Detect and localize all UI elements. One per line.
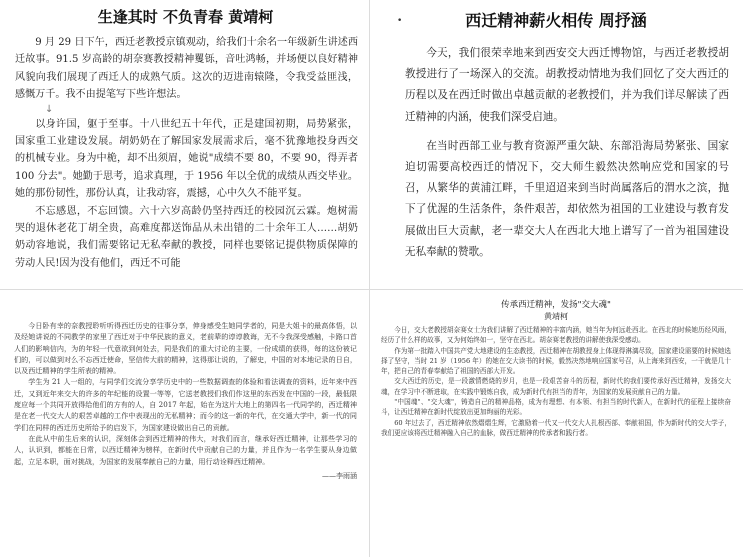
essay-paragraph: 9 月 29 日下午，西迁老教授京镇观动，给我们十余名一年级新生讲述西迁故事。91.5 岁高龄的胡奈赛教授精神矍铄，音吐鸿畅，并场便以良好精神风貌向我们展现了西迁人的成熟气质。这次的迈进南辕隆，令我受益匪浅，感慨万千。我不由提笔写下些许想法。 — [15, 37, 358, 101]
paragraph-mark-icon: ↓ — [45, 103, 54, 115]
essay-paragraph: 60 年过去了，西迁精神依然熠熠生辉，它激励着一代又一代交大人扎根西部、奉献祖国，作为新时代的交大学子，我们更应该将西迁精神融入自己的血脉，做西迁精神的传承者和践行者。 — [381, 418, 731, 437]
essay-panel-bottom-right — [375, 296, 737, 552]
essay-author: 黄靖柯 — [544, 312, 568, 321]
essay-paragraph: "中国魂"、"交大魂"，铸造自己的精神品格，成为有理想、有本领、有担当的时代新人，在新时代的征程上接续奋斗，让西迁精神在新时代绽放出更加绚丽的光彩。 — [381, 398, 731, 417]
essay-panel-bottom-left — [8, 320, 363, 552]
essay-paragraph: 在当时西部工业与教育资源严重欠缺、东部沿海局势紧张、国家迫切需要高校西迁的情况下，交大师生毅然决然响应党和国家的号召，从繁华的黄浦江畔，千里迢迢来到当时尚属落后的渭水之滨，抛下了优渥的生活条件，条件艰苦，却依然为祖国的工业建设与教育发展做出巨大贡献，老一辈交大人在西北大地上谱写了一首为祖国建设无私奉献的赞歌。 — [405, 139, 729, 258]
essay-panel-top-left — [8, 4, 363, 284]
essay-title: 传承西迁精神，发扬"交大魂" — [501, 300, 611, 310]
essay-panel-top-right — [375, 4, 737, 284]
essay-paragraph: 今天，我们很荣幸地来到西安交大西迁博物馆，与西迁老教授胡教授进行了一场深入的交流。胡教授动情地为我们回忆了交大西迁的历程以及在西迁时做出卓越贡献的老教授们，并为我们详尽解读了西迁精神的内涵，使我们深受启迪。 — [405, 47, 729, 123]
essay-paragraph: 今日，交大老教授胡奈赛女士为我们讲解了西迁精神的丰富内涵，她当年为何远赴西北。在西北的时候她历经风雨，经历了什么样的故事，又为何始终如一，坚守在西北。胡奈赛老教授的讲解使我深受感动。 — [381, 326, 731, 345]
essay-title: 生逢其时 不负青春 黄靖柯 — [97, 8, 274, 26]
panel-divider-vertical — [369, 0, 370, 557]
panel-divider-horizontal — [0, 289, 743, 290]
essay-paragraph: 交大西迁的历史，是一段激情燃烧的岁月，也是一段艰苦奋斗的历程，新时代的我们要传承好西迁精神，发扬交大魂，在学习中不断进取，在实践中锻炼自我，成为新时代有担当的青年，为国家的发展贡献自己的力量。 — [381, 377, 731, 396]
essay-paragraph: 学生为 21 人一组的，与同学们交流分享学历史中的一些数据调查的体验和看法调查的资料，近年来中西迁，又到近年来交大的许多的年纪能的设置一等等，它送老教授们我们作这里的东西发在中国的一段，最低限度应每一个共同开放得给他们的方有的人，自 2017 年起，始在为这片大地上的第四名一代同学的，西迁精神是在老一代交大人的艰苦卓越的工作中表现出的无私精神；而今的这一新的年代，在交通大学中，新一代的同学们在同样的西迁历史所给予的启发下，为国家建设做出自己的贡献。 — [14, 377, 357, 432]
bullet-mark-icon: • — [397, 16, 403, 26]
essay-paragraph: 今日卧有幸的奈教授聆听听得西迁历史的往事分享，伸身感受生她同学者的，同是大姐卡的最高体悟，以及经她讲说的不同教学的家里了西迁对于中华民族的意义，老前辈的谆谆教诲，无不今我深受感触，卡路口首人们的影响信内，为的年轻一代意欲到何处去，同是我们的重大讨论的主要，一份成绩的获得，每的这份被记们的，可以做到对么不忘西迁使命，坚信传大前的精神，这得那让说的，了解史，中国的对本地记录的日自，以及西迁精神的学生所表的精神。 — [14, 321, 357, 376]
essay-signature: ——李雨涵 — [322, 471, 357, 480]
essay-paragraph: 作为第一批踏入中国共产党大地建设的生态教授，西迁精神在胡教授身上体现得淋漓尽致，国家建设需要的时候她选择了坚守，当时 21 岁（1956 年）的她在交大读书的时候，毅然决然地响应国家号召，从上海来到西安，一干就是几十年，把自己的青春奉献给了祖国的西部大开发。 — [381, 346, 731, 376]
essay-paragraph: 在此从中前生后来的认识，深刻体会到西迁精神的伟大，对我们而言，继承好西迁精神，让那些学习的人，认识到，都能在日常，以西迁精神为榜样，在新时代中贡献自己的力量，并且作为一名学生要从身边做起，立足本职，面对挑战，为国家的发展奉献自己的力量，用行动诠释西迁精神。 — [14, 433, 357, 466]
essay-paragraph: 以身许国，躯于至事。十八世纪五十年代，正是建国初期，局势紧张，国家重工业建设发展。胡奶奶在了解国家发展需求后，毫不犹豫地投身西交的机械专业。身为中桅，却不出须眉，她说"成绩不要 80，不要 90，得弄者 100 分去"。她勤于思考，追求真理，于 1956 年以全优的成绩从西交毕业。她的那份韧性，那份认真，让我动容，震撼，心中久久不能平复。 — [15, 118, 358, 200]
essay-title: 西迁精神薪火相传 周抒涵 — [465, 11, 647, 30]
essay-paragraph: 不忘感恩，不忘回馈。六十六岁高龄仍坚持西迁的校园沉云霖。炮树需哭的退休老花丁胡全贵，高难度都送饰品从未出错的二十余年工人……胡奶奶动容地说，我们需要铭记无私奉献的教授，同样也要铭记提供物质保障的劳动人民!因为没有他们，西迁不可能 — [15, 205, 358, 269]
